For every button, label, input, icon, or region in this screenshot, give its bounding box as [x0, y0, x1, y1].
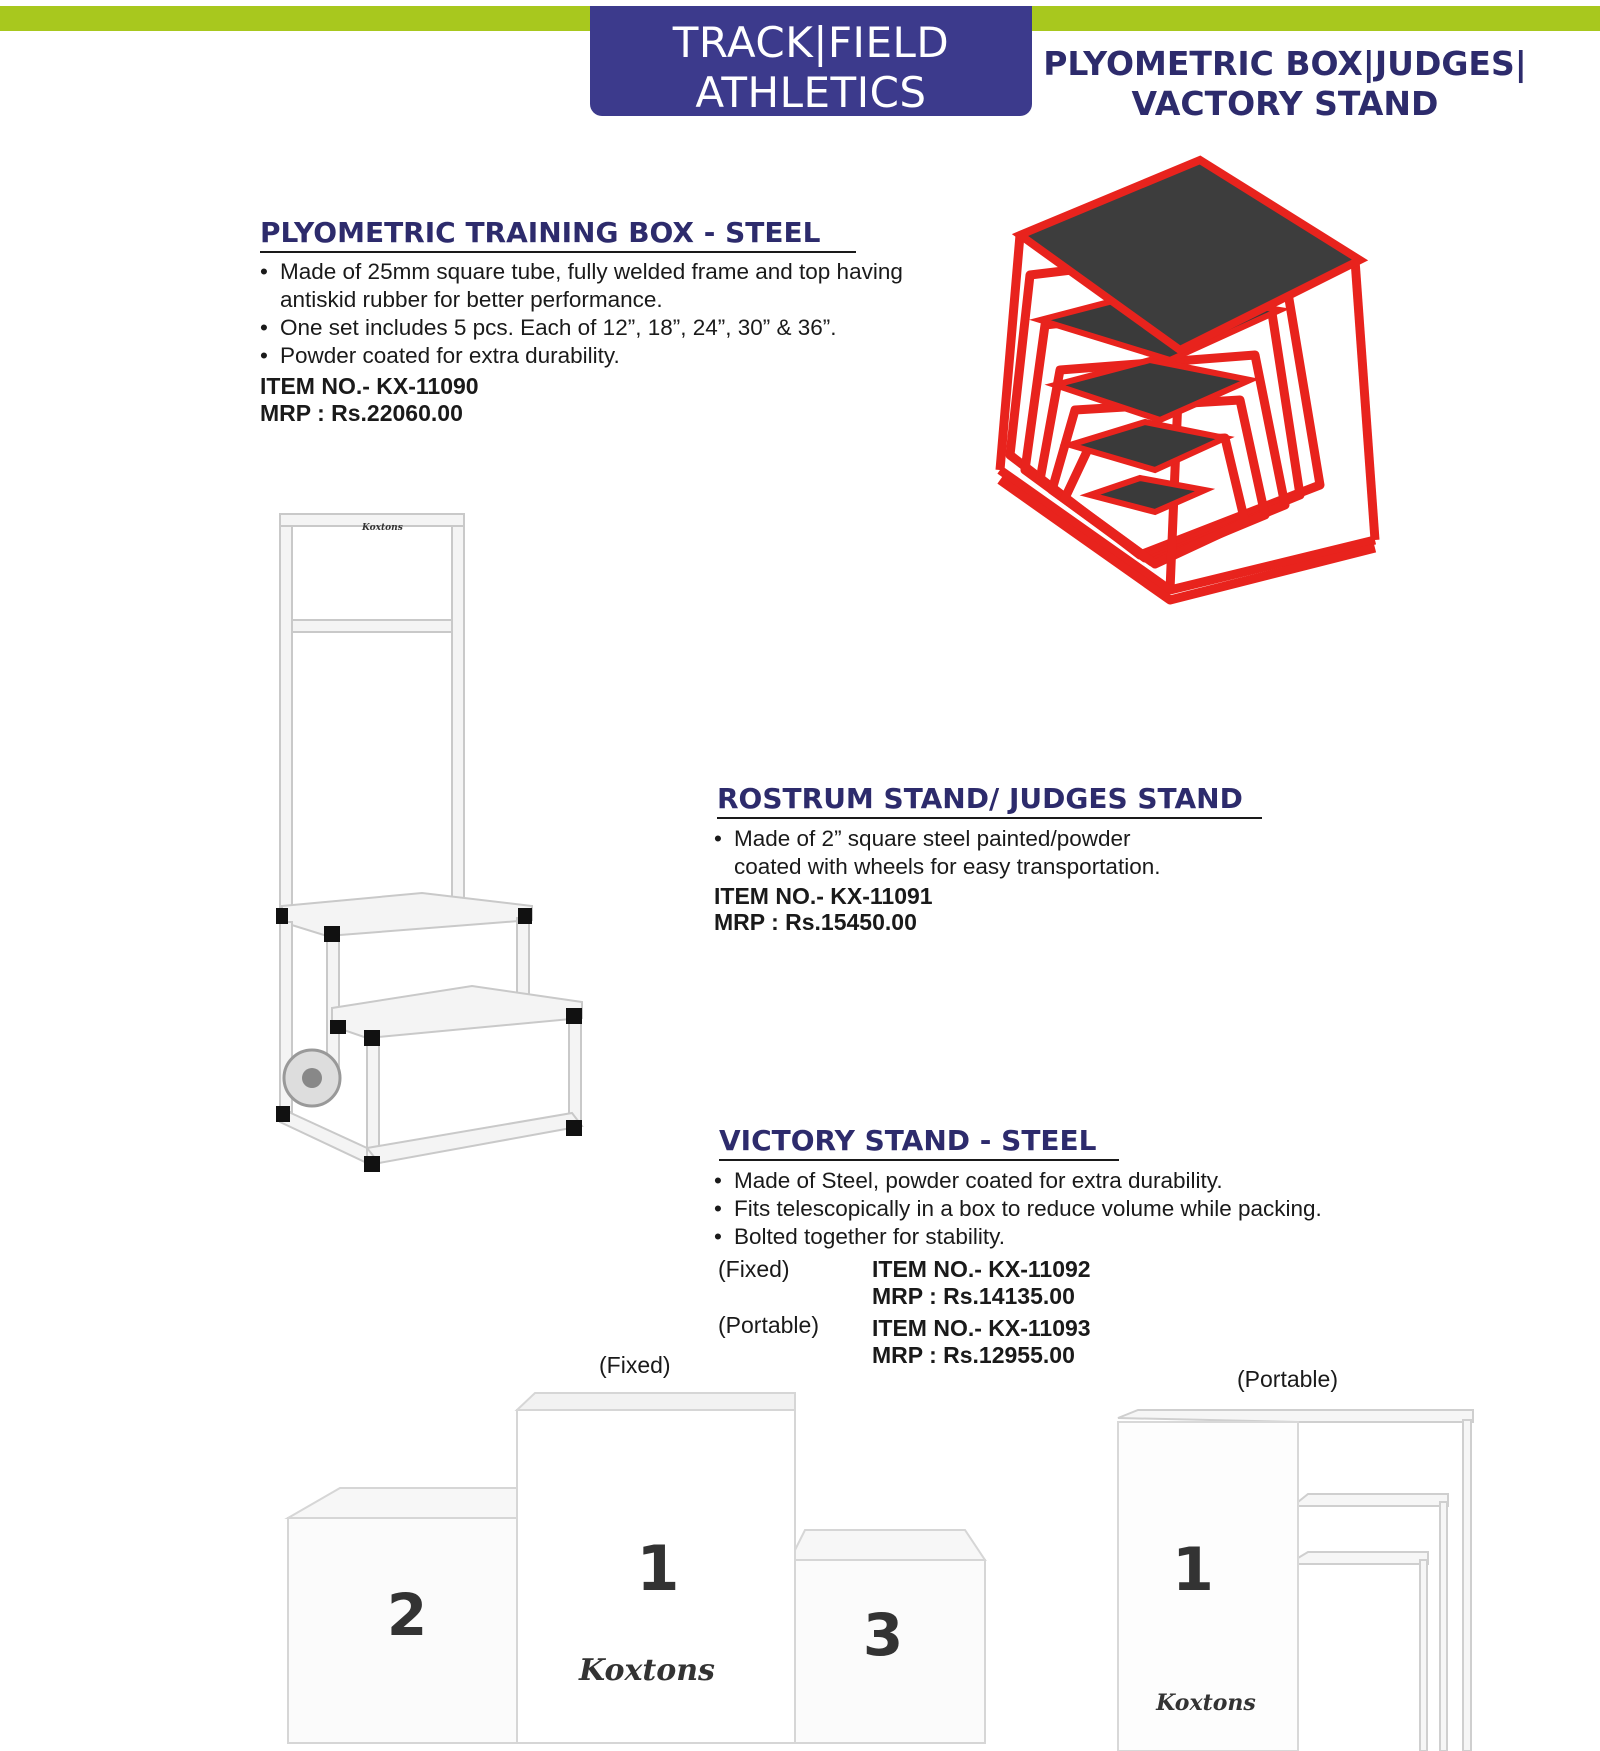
judges-stand-logo: Koxtons [362, 523, 403, 533]
plyo-box-image [1000, 160, 1380, 700]
plyo-mrp: MRP : Rs.22060.00 [260, 400, 463, 426]
victory-variant-portable-label: (Portable) [718, 1312, 819, 1338]
rostrum-bullets [714, 825, 1204, 881]
portable-image-label: (Portable) [1237, 1366, 1338, 1392]
plyo-bullet-1: • Made of 25mm square tube, fully welded frame and top having antiskid rubber for better performance. [260, 258, 920, 314]
victory-portable-mrp: MRP : Rs.12955.00 [872, 1342, 1075, 1368]
rostrum-item-no: ITEM NO.- KX-11091 [714, 883, 933, 909]
victory-bullet-3: • Bolted together for stability. [714, 1223, 1494, 1251]
podium-second-number: 2 [386, 1581, 428, 1649]
plyo-bullets [260, 258, 920, 370]
rostrum-mrp: MRP : Rs.15450.00 [714, 909, 917, 935]
podium-first-number: 1 [636, 1532, 680, 1605]
victory-bullets [714, 1167, 1494, 1251]
portable-podium-logo: Koxtons [1156, 1690, 1256, 1716]
victory-fixed-item-no: ITEM NO.- KX-11092 [872, 1256, 1091, 1282]
section-tab-line1: TRACK|FIELD [672, 18, 950, 67]
plyo-bullet-3: • Powder coated for extra durability. [260, 342, 920, 370]
plyo-bullet-2: • One set includes 5 pcs. Each of 12”, 18”, 24”, 30” & 36”. [260, 314, 920, 342]
victory-fixed-mrp: MRP : Rs.14135.00 [872, 1283, 1075, 1309]
section-tab [590, 6, 1032, 116]
judges-stand-image [272, 508, 602, 1178]
victory-portable-item-no: ITEM NO.- KX-11093 [872, 1315, 1091, 1341]
plyo-title: PLYOMETRIC TRAINING BOX - STEEL [260, 216, 856, 253]
rostrum-bullet-1: • Made of 2” square steel painted/powder coated with wheels for easy transportation. [714, 825, 1204, 881]
portable-first-number: 1 [1172, 1535, 1214, 1605]
victory-bullet-2: • Fits telescopically in a box to reduce volume while packing. [714, 1195, 1494, 1223]
category-heading [1035, 44, 1535, 124]
victory-title: VICTORY STAND - STEEL [719, 1124, 1119, 1161]
portable-podium-image [1118, 1410, 1478, 1751]
victory-bullet-1: • Made of Steel, powder coated for extra durability. [714, 1167, 1494, 1195]
victory-variant-fixed-label: (Fixed) [718, 1256, 790, 1282]
category-heading-line2: VACTORY STAND [1131, 84, 1439, 123]
fixed-image-label: (Fixed) [599, 1352, 671, 1378]
rostrum-title: ROSTRUM STAND/ JUDGES STAND [717, 782, 1262, 819]
podium-third-number: 3 [862, 1601, 904, 1669]
category-heading-line1: PLYOMETRIC BOX|JUDGES| [1043, 44, 1527, 83]
fixed-podium-image [285, 1390, 995, 1751]
plyo-item-no: ITEM NO.- KX-11090 [260, 373, 479, 399]
podium-fixed-logo: Koxtons [579, 1653, 715, 1688]
section-tab-line2: ATHLETICS [695, 68, 927, 117]
